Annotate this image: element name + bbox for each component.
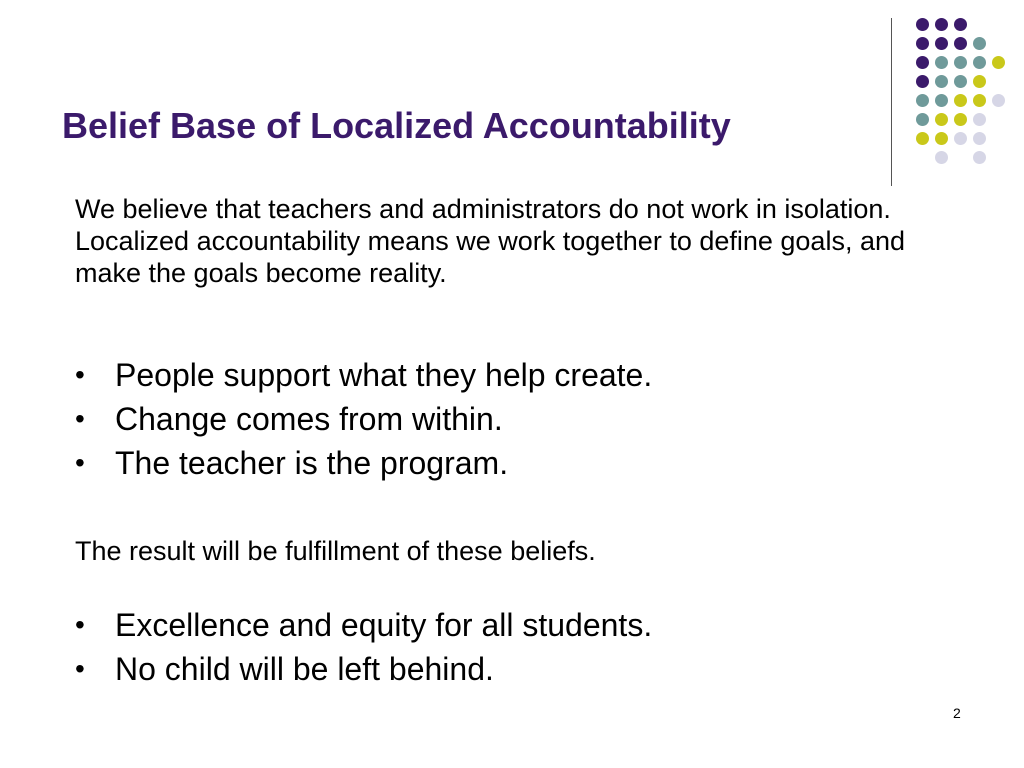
bullet-icon: • [75,653,85,684]
decor-dot [954,56,967,69]
decor-dot [954,75,967,88]
decor-dot [935,18,948,31]
page-number: 2 [953,705,961,721]
bullet-text: No child will be left behind. [115,651,494,687]
list-item [75,397,652,441]
decor-dot [916,94,929,107]
intro-paragraph: We believe that teachers and administrators do not work in isolation. Localized accountability means we work together to define goals, and make the goals become reality. [75,194,905,288]
decor-dot [973,132,986,145]
decor-dot [992,94,1005,107]
decor-dot [916,132,929,145]
decor-dot [954,18,967,31]
decor-dot [973,56,986,69]
dot-grid-decoration [906,12,1006,172]
bullet-icon: • [75,403,85,434]
decor-dot [973,94,986,107]
decor-dot [935,113,948,126]
decor-dot [916,37,929,50]
result-bullet-list [75,603,652,691]
title-divider [891,18,892,186]
decor-dot [973,151,986,164]
decor-dot [916,75,929,88]
decor-dot [954,113,967,126]
decor-dot [935,75,948,88]
belief-bullet-list [75,353,652,485]
bullet-text: People support what they help create. [115,357,653,393]
decor-dot [992,56,1005,69]
bullet-text: The teacher is the program. [115,445,509,481]
decor-dot [973,37,986,50]
list-item [75,603,652,647]
decor-dot [973,113,986,126]
decor-dot [954,94,967,107]
bullet-icon: • [75,359,85,390]
decor-dot [935,56,948,69]
bullet-icon: • [75,447,85,478]
decor-dot [916,18,929,31]
slide-title: Belief Base of Localized Accountability [62,105,731,146]
decor-dot [916,56,929,69]
result-paragraph: The result will be fulfillment of these beliefs. [75,536,596,566]
decor-dot [935,151,948,164]
list-item [75,647,652,691]
bullet-text: Excellence and equity for all students. [115,607,653,643]
decor-dot [935,37,948,50]
list-item [75,353,652,397]
bullet-text: Change comes from within. [115,401,503,437]
decor-dot [954,132,967,145]
decor-dot [954,37,967,50]
decor-dot [973,75,986,88]
bullet-icon: • [75,609,85,640]
decor-dot [916,113,929,126]
decor-dot [935,132,948,145]
list-item [75,441,652,485]
decor-dot [935,94,948,107]
